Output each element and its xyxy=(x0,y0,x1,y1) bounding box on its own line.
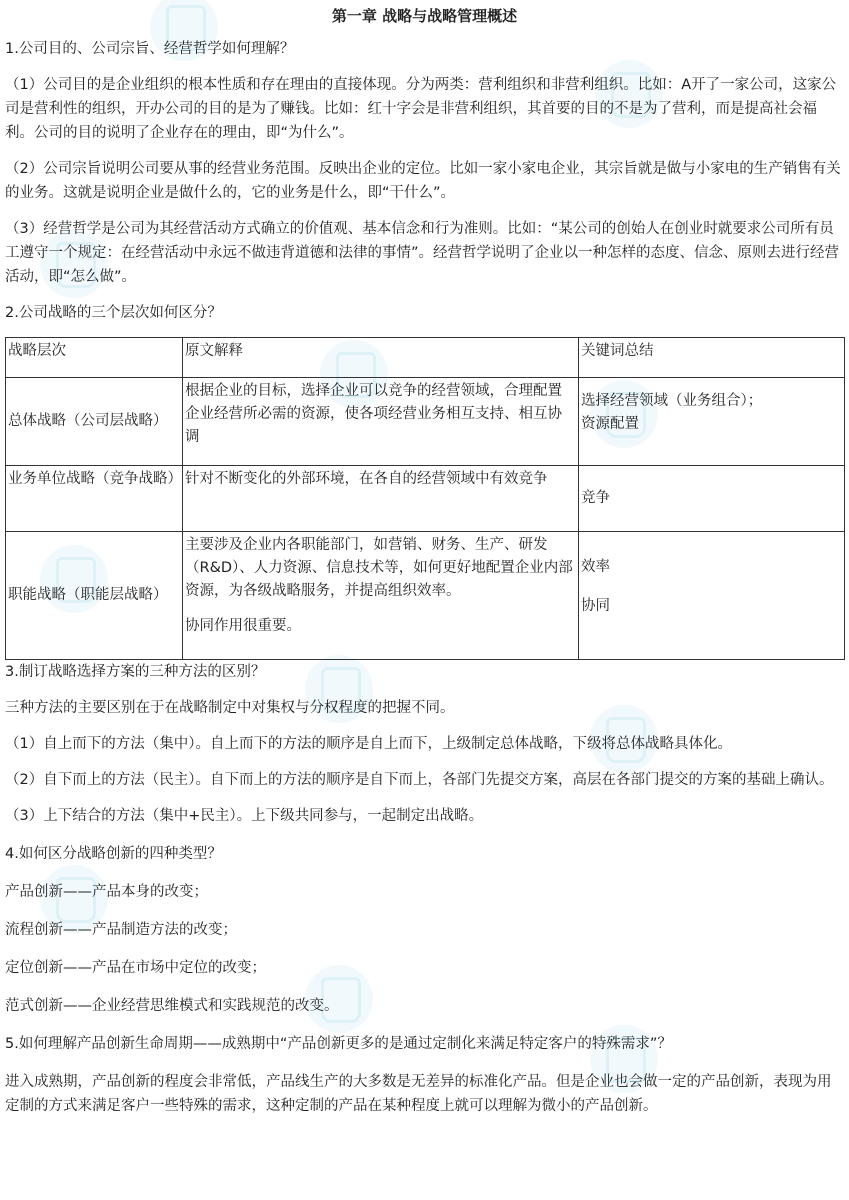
table-cell-explain: 针对不断变化的外部环境，在各自的经营领域中有效竞争 xyxy=(183,466,579,532)
paragraph: （3）上下结合的方法（集中+民主）。上下级共同参与，一起制定出战略。 xyxy=(5,808,484,824)
strategy-levels-table xyxy=(5,337,845,660)
question-3: 3.制订战略选择方案的三种方法的区别？ xyxy=(5,664,266,680)
question-4: 4.如何区分战略创新的四种类型？ xyxy=(5,846,222,862)
table-cell-explain xyxy=(183,532,579,660)
table-cell-keywords xyxy=(579,378,845,466)
table-cell-level: 职能战略（职能层战略） xyxy=(6,532,183,660)
table-cell-explain: 根据企业的目标，选择企业可以竞争的经营领域，合理配置企业经营所必需的资源，使各项经营业务相互支持、相互协调 xyxy=(183,378,579,466)
keyword: 协同 xyxy=(581,598,610,614)
paragraph: （3）经营哲学是公司为其经营活动方式确立的价值观、基本信念和行为准则。比如：“某公司的创始人在创业时就要求公司所有员工遵守一个规定：在经营活动中永远不做违背道德和法律的事情”。经营哲学说明了企业以一种怎样的态度、信念、原则去进行经营活动，即“怎么做”。 xyxy=(5,221,840,285)
table-cell-level: 业务单位战略（竞争战略） xyxy=(6,466,183,532)
paragraph: （1）自上而下的方法（集中）。自上而下的方法的顺序是自上而下，上级制定总体战略，下级将总体战略具体化。 xyxy=(5,736,732,752)
list-item: 产品创新——产品本身的改变； xyxy=(5,884,208,900)
paragraph: （2）公司宗旨说明公司要从事的经营业务范围。反映出企业的定位。比如一家小家电企业，其宗旨就是做与小家电的生产销售有关的业务。这就是说明企业是做什么的，它的业务是什么，即“干什么”。 xyxy=(5,161,841,201)
question-2: 2.公司战略的三个层次如何区分？ xyxy=(5,305,222,321)
table-cell-keywords: 竞争 xyxy=(579,466,845,532)
table-row xyxy=(6,466,845,532)
list-item: 流程创新——产品制造方法的改变； xyxy=(5,922,237,938)
table-header-cell: 战略层次 xyxy=(6,338,183,378)
chapter-title: 第一章 战略与战略管理概述 xyxy=(331,7,518,25)
paragraph: 三种方法的主要区别在于在战略制定中对集权与分权程度的把握不同。 xyxy=(5,700,455,716)
keyword: 效率 xyxy=(581,559,610,575)
paragraph: （2）自下而上的方法（民主）。自下而上的方法的顺序是自下而上，各部门先提交方案，高层在各部门提交的方案的基础上确认。 xyxy=(5,772,834,788)
keyword: 资源配置 xyxy=(581,416,639,432)
document-body xyxy=(0,5,849,1118)
explain-text: 主要涉及企业内各职能部门，如营销、财务、生产、研发（R&D）、人力资源、信息技术等，如何更好地配置企业内部资源，为各级战略服务，并提高组织效率。 xyxy=(185,537,573,599)
table-header-row xyxy=(6,338,845,378)
paragraph: （1）公司目的是企业组织的根本性质和存在理由的直接体现。分为两类：营利组织和非营利组织。比如：A开了一家公司，这家公司是营利性的组织，开办公司的目的是为了赚钱。比如：红十字会是非营利组织，其首要的目的不是为了营利，而是提高社会福利。公司的目的说明了企业存在的理由，即“为什么”。 xyxy=(5,77,837,141)
table-cell-keywords xyxy=(579,532,845,660)
table-cell-level: 总体战略（公司层战略） xyxy=(6,378,183,466)
question-5: 5.如何理解产品创新生命周期——成熟期中“产品创新更多的是通过定制化来满足特定客户的特殊需求”？ xyxy=(5,1036,672,1052)
list-item: 范式创新——企业经营思维模式和实践规范的改变。 xyxy=(5,998,339,1014)
list-item: 定位创新——产品在市场中定位的改变； xyxy=(5,960,266,976)
question-1: 1.公司目的、公司宗旨、经营哲学如何理解？ xyxy=(5,41,295,57)
table-row xyxy=(6,378,845,466)
table-header-cell: 原文解释 xyxy=(183,338,579,378)
paragraph: 进入成熟期，产品创新的程度会非常低，产品线生产的大多数是无差异的标准化产品。但是企业也会做一定的产品创新，表现为用定制的方式来满足客户一些特殊的需求，这种定制的产品在某种程度上就可以理解为微小的产品创新。 xyxy=(5,1074,832,1114)
keyword: 选择经营领域（业务组合）； xyxy=(581,393,763,409)
explain-text: 协同作用很重要。 xyxy=(185,618,301,634)
table-header-cell: 关键词总结 xyxy=(579,338,845,378)
table-row xyxy=(6,532,845,660)
